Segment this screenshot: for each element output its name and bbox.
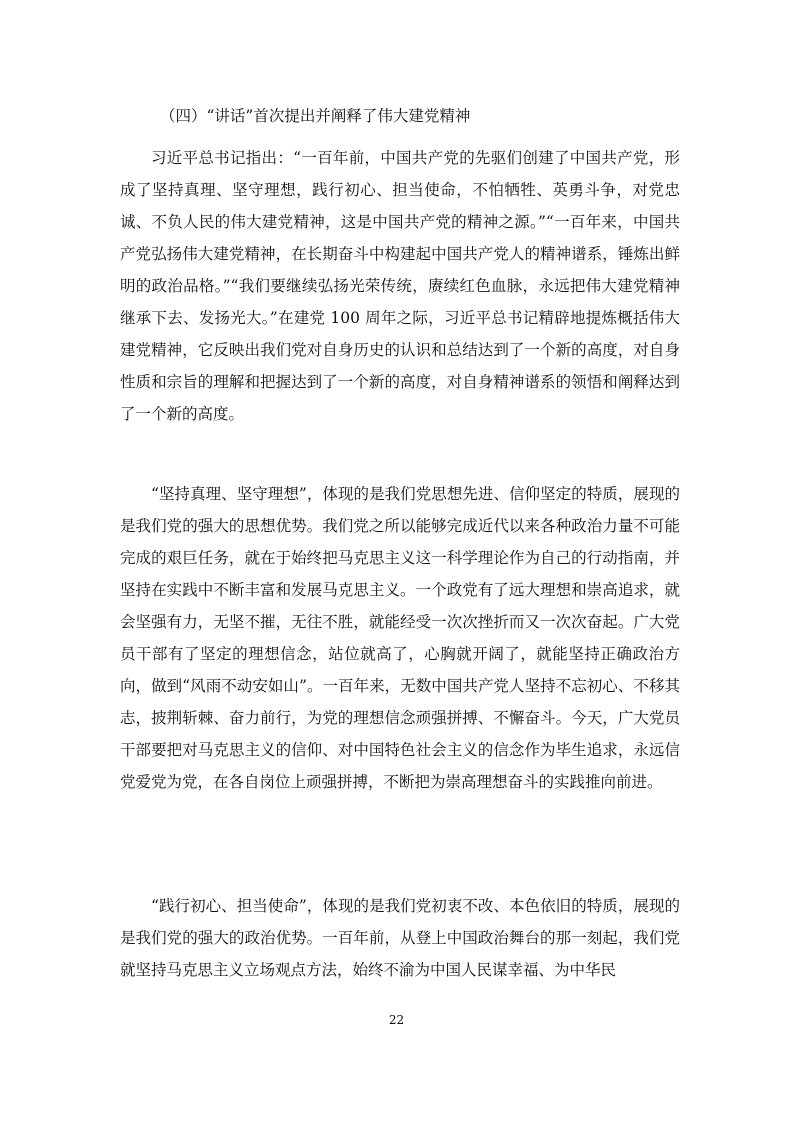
paragraph-1: 习近平总书记指出：“一百年前，中国共产党的先驱们创建了中国共产党，形成了坚持真理、坚守理想，践行初心、担当使命，不怕牺牲、英勇斗争，对党忠诚、不负人民的伟大建党精神，这是中国共产党的精神之源。”“一百年来，中国共产党弘扬伟大建党精神，在长期奋斗中构建起中国共产党人的精神谱系，锤炼出鲜明的政治品格。”“我们要继续弘扬光荣传统，赓续红色血脉，永远把伟大建党精神继承下去、发扬光大。”在建党 100 周年之际，习近平总书记精辟地提炼概括伟大建党精神，它反映出我们党对自身历史的认识和总结达到了一个新的高度，对自身性质和宗旨的理解和把握达到了一个新的高度，对自身精神谱系的领悟和阐释达到了一个新的高度。 [120, 149, 680, 423]
paragraph-2: “坚持真理、坚守理想”，体现的是我们党思想先进、信仰坚定的特质，展现的是我们党的强大的思想优势。我们党之所以能够完成近代以来各种政治力量不可能完成的艰巨任务，就在于始终把马克思主义这一科学理论作为自己的行动指南，并坚持在实践中不断丰富和发展马克思主义。一个政党有了远大理想和崇高追求，就会坚强有力，无坚不摧，无往不胜，就能经受一次次挫折而又一次次奋起。广大党员干部有了坚定的理想信念，站位就高了，心胸就开阔了，就能坚持正确政治方向，做到“风雨不动安如山”。一百年来，无数中国共产党人坚持不忘初心、不移其志，披荆斩棘、奋力前行，为党的理想信念顽强拼搏、不懈奋斗。今天，广大党员干部要把对马克思主义的信仰、对中国特色社会主义的信念作为毕生追求，永远信党爱党为党，在各自岗位上顽强拼搏，不断把为崇高理想奋斗的实践推向前进。 [120, 485, 680, 791]
page-number: 22 [388, 1013, 405, 1027]
section-heading: （四）“讲话”首次提出并阐释了伟大建党精神 [160, 107, 471, 125]
paragraph-3: “践行初心、担当使命”，体现的是我们党初衷不改、本色依旧的特质，展现的是我们党的强大的政治优势。一百年前，从登上中国政治舞台的那一刻起，我们党就坚持马克思主义立场观点方法，始终不渝为中国人民谋幸福、为中华民 [120, 897, 680, 979]
